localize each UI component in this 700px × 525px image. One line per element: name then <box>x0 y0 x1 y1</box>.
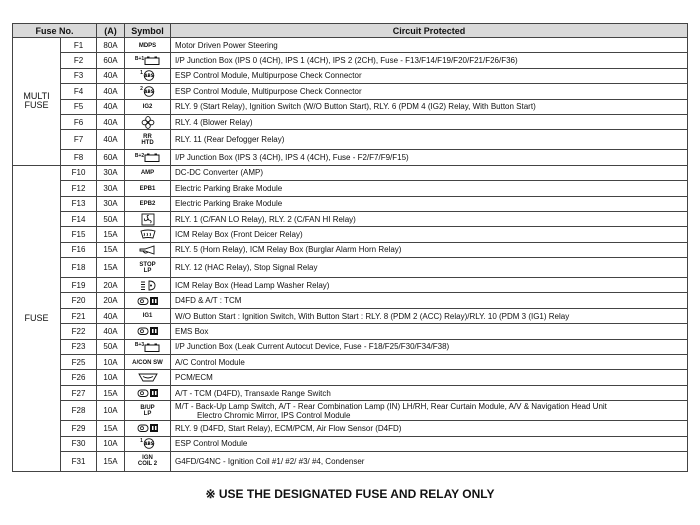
fuse-amperage: 40A <box>97 114 125 129</box>
fuse-number: F18 <box>61 258 97 278</box>
symbol-text: B/UP LP <box>140 404 155 417</box>
circuit-text: Electric Parking Brake Module <box>175 199 283 209</box>
group-label-fuse: FUSE <box>13 165 61 471</box>
circuit-protected <box>171 165 688 180</box>
fuse-amperage: 15A <box>97 451 125 471</box>
table-row <box>13 84 688 99</box>
table-row <box>13 150 688 165</box>
fuse-number: F31 <box>61 451 97 471</box>
fuse-number: F14 <box>61 211 97 226</box>
fuse-symbol <box>125 114 171 129</box>
battery-icon <box>144 153 160 162</box>
transmission-icon <box>137 388 159 397</box>
circuit-text: ICM Relay Box (Head Lamp Washer Relay) <box>175 280 330 290</box>
circuit-text-continued: Electro Chromic Mirror, IPS Control Module <box>197 410 351 420</box>
fuse-symbol <box>125 84 171 99</box>
fuse-amperage: 30A <box>97 196 125 211</box>
headlamp-washer-icon <box>140 280 156 289</box>
table-row <box>13 130 688 150</box>
circuit-protected <box>171 114 688 129</box>
table-row <box>13 196 688 211</box>
circuit-protected <box>171 38 688 53</box>
fuse-number: F7 <box>61 130 97 150</box>
circuit-protected <box>171 339 688 354</box>
fuse-symbol <box>125 370 171 385</box>
table-row <box>13 227 688 242</box>
fuse-number: F1 <box>61 38 97 53</box>
battery-icon <box>144 342 160 351</box>
fuse-symbol <box>125 355 171 370</box>
circuit-protected <box>171 278 688 293</box>
fuse-amperage: 80A <box>97 38 125 53</box>
blower-fan-icon <box>141 117 155 126</box>
circuit-protected <box>171 53 688 68</box>
table-row <box>13 258 688 278</box>
fuse-table <box>12 23 688 472</box>
fuse-symbol <box>125 165 171 180</box>
circuit-text: RLY. 9 (Start Relay), Ignition Switch (W/O Button Start), RLY. 6 (PDM 4 (IG2) Relay, With Button Start) <box>175 102 536 112</box>
fuse-amperage: 10A <box>97 401 125 421</box>
fuse-number: F13 <box>61 196 97 211</box>
symbol-text: STOP LP <box>139 261 156 274</box>
fuse-number: F2 <box>61 53 97 68</box>
fuse-amperage: 50A <box>97 211 125 226</box>
circuit-protected <box>171 68 688 83</box>
table-row <box>13 293 688 308</box>
fuse-symbol <box>125 278 171 293</box>
fuse-number: F10 <box>61 165 97 180</box>
circuit-protected <box>171 370 688 385</box>
table-row <box>13 324 688 339</box>
circuit-text: I/P Junction Box (IPS 3 (4CH), IPS 4 (4CH), Fuse - F2/F7/F9/F15) <box>175 153 409 163</box>
circuit-protected <box>171 293 688 308</box>
fuse-amperage: 50A <box>97 339 125 354</box>
symbol-text: B+1 <box>134 55 145 62</box>
circuit-text: DC-DC Converter (AMP) <box>175 168 264 178</box>
table-row <box>13 181 688 196</box>
fuse-number: F8 <box>61 150 97 165</box>
table-row <box>13 38 688 53</box>
svg-text:ABS: ABS <box>144 73 154 79</box>
circuit-protected <box>171 355 688 370</box>
fuse-symbol <box>125 130 171 150</box>
fuse-number: F27 <box>61 385 97 400</box>
fuse-number: F30 <box>61 436 97 451</box>
table-row <box>13 370 688 385</box>
circuit-text: D4FD & A/T : TCM <box>175 296 242 306</box>
circuit-protected <box>171 242 688 257</box>
table-header-row <box>13 24 688 38</box>
fuse-amperage: 40A <box>97 99 125 114</box>
circuit-protected <box>171 421 688 436</box>
fuse-number: F29 <box>61 421 97 436</box>
fuse-symbol <box>125 181 171 196</box>
circuit-protected <box>171 436 688 451</box>
table-row <box>13 211 688 226</box>
circuit-text: I/P Junction Box (IPS 0 (4CH), IPS 1 (4CH), IPS 2 (2CH), Fuse - F13/F14/F19/F20/F21/F26/F36) <box>175 56 518 66</box>
symbol-text: 2 <box>140 85 143 92</box>
fuse-symbol <box>125 308 171 323</box>
fuse-number: F22 <box>61 324 97 339</box>
circuit-text: ESP Control Module, Multipurpose Check Connector <box>175 71 362 81</box>
fuse-amperage: 15A <box>97 242 125 257</box>
circuit-protected <box>171 150 688 165</box>
circuit-protected <box>171 84 688 99</box>
symbol-text: EPB1 <box>139 185 156 192</box>
table-row <box>13 436 688 451</box>
circuit-protected <box>171 308 688 323</box>
circuit-text: RLY. 1 (C/FAN LO Relay), RLY. 2 (C/FAN HI Relay) <box>175 214 356 224</box>
table-row <box>13 114 688 129</box>
fuse-amperage: 15A <box>97 227 125 242</box>
fuse-amperage: 60A <box>97 150 125 165</box>
fuse-symbol <box>125 401 171 421</box>
transmission-icon <box>137 296 159 305</box>
fuse-symbol <box>125 324 171 339</box>
fuse-symbol <box>125 242 171 257</box>
circuit-text: A/C Control Module <box>175 357 245 367</box>
circuit-text: I/P Junction Box (Leak Current Autocut Device, Fuse - F18/F25/F30/F34/F38) <box>175 342 450 352</box>
table-row <box>13 421 688 436</box>
circuit-text: RLY. 9 (D4FD, Start Relay), ECM/PCM, Air Flow Sensor (D4FD) <box>175 423 402 433</box>
table-row <box>13 355 688 370</box>
fuse-number: F6 <box>61 114 97 129</box>
fuse-number: F5 <box>61 99 97 114</box>
fuse-number: F16 <box>61 242 97 257</box>
circuit-text: M/T - Back-Up Lamp Switch, A/T - Rear Combination Lamp (IN) LH/RH, Rear Curtain Module, A/V & Navigation Head Unit <box>175 401 607 411</box>
fuse-amperage: 40A <box>97 308 125 323</box>
table-row <box>13 339 688 354</box>
fuse-number: F21 <box>61 308 97 323</box>
fuse-amperage: 30A <box>97 165 125 180</box>
group-label-multi-fuse: MULTI FUSE <box>13 38 61 166</box>
fuse-symbol <box>125 68 171 83</box>
fuse-amperage: 15A <box>97 258 125 278</box>
fuse-amperage: 60A <box>97 53 125 68</box>
fuse-number: F3 <box>61 68 97 83</box>
circuit-text: W/O Button Start : Ignition Switch, With Button Start : RLY. 8 (PDM 2 (ACC) Relay)/RLY. 10 (PDM 3 (IG1) Relay <box>175 311 570 321</box>
fuse-amperage: 20A <box>97 278 125 293</box>
fuse-symbol <box>125 339 171 354</box>
fuse-symbol <box>125 211 171 226</box>
circuit-protected <box>171 99 688 114</box>
fuse-symbol <box>125 196 171 211</box>
fuse-symbol <box>125 150 171 165</box>
fuse-number: F28 <box>61 401 97 421</box>
fuse-symbol <box>125 99 171 114</box>
abs-icon <box>143 439 155 448</box>
abs-icon <box>143 86 155 95</box>
fuse-amperage: 10A <box>97 370 125 385</box>
circuit-protected <box>171 181 688 196</box>
fuse-number: F23 <box>61 339 97 354</box>
fuse-number: F12 <box>61 181 97 196</box>
fuse-symbol <box>125 385 171 400</box>
table-row <box>13 53 688 68</box>
fuse-symbol <box>125 436 171 451</box>
circuit-text: RLY. 4 (Blower Relay) <box>175 117 253 127</box>
table-row <box>13 165 688 180</box>
symbol-text: MDPS <box>138 42 157 49</box>
fuse-amperage: 40A <box>97 324 125 339</box>
horn-icon <box>139 245 157 254</box>
fuse-amperage: 30A <box>97 181 125 196</box>
symbol-text: IGN COIL 2 <box>137 455 158 468</box>
abs-icon <box>143 71 155 80</box>
fuse-amperage: 40A <box>97 68 125 83</box>
fuse-symbol <box>125 293 171 308</box>
circuit-text: G4FD/G4NC - Ignition Coil #1/ #2/ #3/ #4, Condenser <box>175 456 365 466</box>
header-amp: (A) <box>97 24 125 38</box>
svg-text:ABS: ABS <box>144 441 154 447</box>
fuse-amperage: 10A <box>97 436 125 451</box>
header-circuit: Circuit Protected <box>171 24 688 38</box>
symbol-text: AMP <box>140 170 155 177</box>
table-row <box>13 278 688 293</box>
circuit-protected <box>171 451 688 471</box>
circuit-text: ESP Control Module, Multipurpose Check Connector <box>175 86 362 96</box>
circuit-text: A/T - TCM (D4FD), Transaxle Range Switch <box>175 388 331 398</box>
fuse-number: F19 <box>61 278 97 293</box>
table-row <box>13 401 688 421</box>
transmission-icon <box>137 327 159 336</box>
circuit-text: Electric Parking Brake Module <box>175 183 283 193</box>
symbol-text: IG1 <box>142 313 153 320</box>
circuit-protected <box>171 401 688 421</box>
fuse-amperage: 20A <box>97 293 125 308</box>
symbol-text: 1 <box>140 70 143 77</box>
symbol-text: 1 <box>140 438 143 445</box>
circuit-protected <box>171 196 688 211</box>
fuse-symbol <box>125 258 171 278</box>
fuse-symbol <box>125 227 171 242</box>
circuit-protected <box>171 211 688 226</box>
header-symbol: Symbol <box>125 24 171 38</box>
fuse-amperage: 40A <box>97 84 125 99</box>
circuit-protected <box>171 130 688 150</box>
symbol-text: EPB2 <box>139 201 156 208</box>
fuse-symbol <box>125 451 171 471</box>
circuit-text: RLY. 11 (Rear Defogger Relay) <box>175 135 285 145</box>
circuit-text: ICM Relay Box (Front Deicer Relay) <box>175 229 303 239</box>
front-deicer-icon <box>139 230 157 239</box>
transmission-icon <box>137 424 159 433</box>
fuse-amperage: 10A <box>97 355 125 370</box>
circuit-text: RLY. 12 (HAC Relay), Stop Signal Relay <box>175 263 318 273</box>
symbol-text: B+3 <box>134 342 145 349</box>
fuse-amperage: 15A <box>97 385 125 400</box>
header-fuse-no: Fuse No. <box>13 24 97 38</box>
table-row <box>13 385 688 400</box>
table-row <box>13 68 688 83</box>
notice-text: ※ USE THE DESIGNATED FUSE AND RELAY ONLY <box>205 487 495 501</box>
fuse-number: F15 <box>61 227 97 242</box>
fuse-symbol <box>125 38 171 53</box>
symbol-text: B+2 <box>134 152 145 159</box>
fuse-number: F26 <box>61 370 97 385</box>
pcm-icon <box>138 373 158 382</box>
circuit-text: Motor Driven Power Steering <box>175 40 278 50</box>
cooling-fan-icon <box>141 214 155 223</box>
fuse-amperage: 40A <box>97 130 125 150</box>
symbol-text: RR HTD <box>141 133 154 146</box>
table-row <box>13 99 688 114</box>
table-row <box>13 242 688 257</box>
svg-text:ABS: ABS <box>144 89 154 95</box>
fuse-number: F20 <box>61 293 97 308</box>
circuit-protected <box>171 324 688 339</box>
circuit-protected <box>171 227 688 242</box>
circuit-text: EMS Box <box>175 326 209 336</box>
circuit-protected <box>171 258 688 278</box>
fuse-symbol <box>125 53 171 68</box>
table-row <box>13 308 688 323</box>
battery-icon <box>144 56 160 65</box>
symbol-text: IG2 <box>142 104 153 111</box>
circuit-text: PCM/ECM <box>175 373 213 383</box>
table-row <box>13 451 688 471</box>
circuit-text: RLY. 5 (Horn Relay), ICM Relay Box (Burglar Alarm Horn Relay) <box>175 245 402 255</box>
fuse-amperage: 15A <box>97 421 125 436</box>
circuit-text: ESP Control Module <box>175 439 248 449</box>
fuse-number: F25 <box>61 355 97 370</box>
symbol-text: A/CON SW <box>132 359 163 366</box>
circuit-protected <box>171 385 688 400</box>
fuse-symbol <box>125 421 171 436</box>
fuse-number: F4 <box>61 84 97 99</box>
